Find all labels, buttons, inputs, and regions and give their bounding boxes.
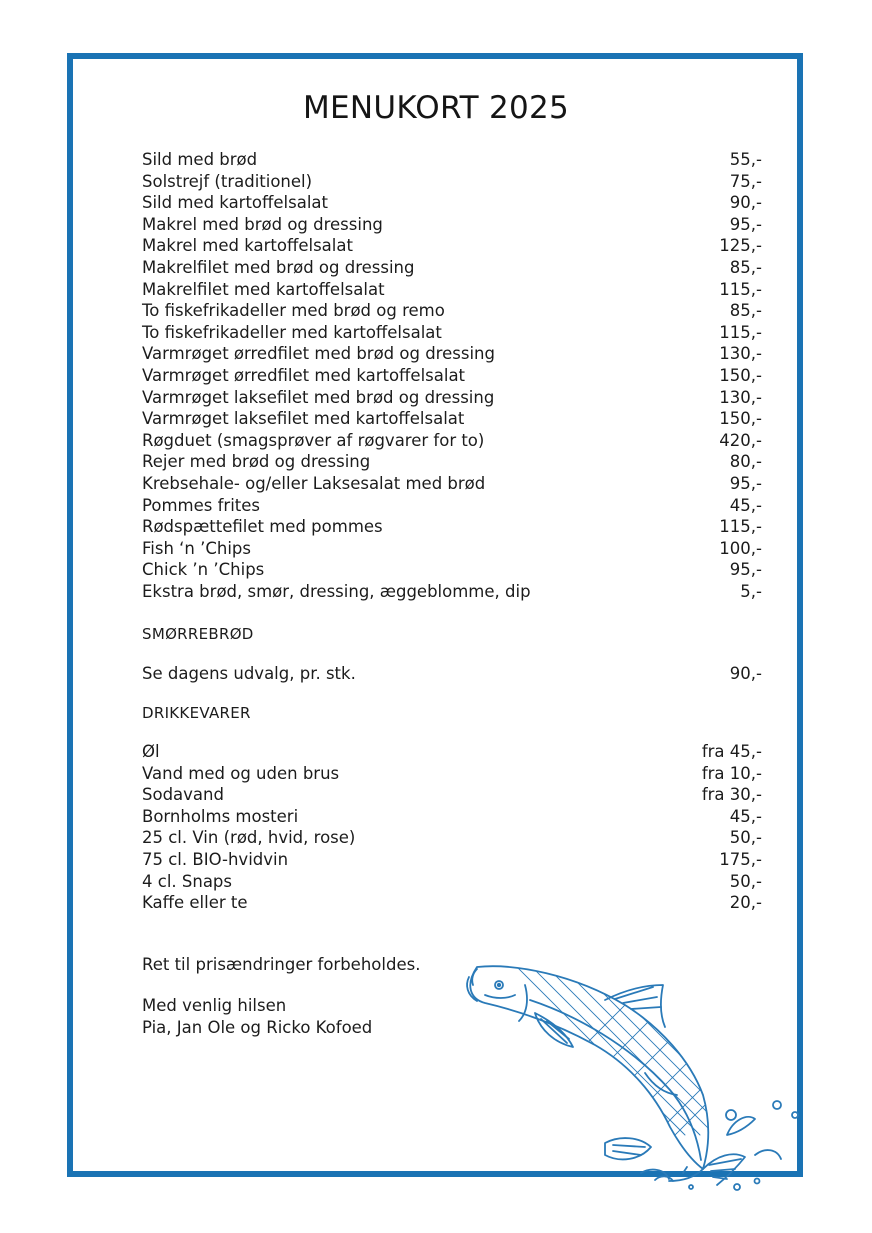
menu-item <box>142 430 762 452</box>
menu-item <box>142 279 762 301</box>
leaping-fish-icon <box>455 955 815 1195</box>
item-price: fra 10,- <box>701 763 762 783</box>
item-price: 80,- <box>729 452 762 472</box>
item-name: Varmrøget ørredfilet med kartoffelsalat <box>142 365 466 385</box>
menu-item <box>142 763 762 785</box>
item-price: 95,- <box>729 560 762 580</box>
item-price: 125,- <box>719 236 762 256</box>
section-heading-smorrebrod: SMØRREBRØD <box>142 625 254 643</box>
item-name: Pommes frites <box>142 495 260 515</box>
item-price: 115,- <box>719 279 762 299</box>
item-name: Rejer med brød og dressing <box>142 452 371 472</box>
item-price: 95,- <box>729 214 762 234</box>
item-name: Fish ‘n ’Chips <box>142 538 251 558</box>
item-price: 175,- <box>719 849 762 869</box>
item-price: 85,- <box>729 257 762 277</box>
item-price: 95,- <box>729 473 762 493</box>
menu-item <box>142 192 762 214</box>
item-name: Makrelfilet med brød og dressing <box>142 257 415 277</box>
menu-item <box>142 784 762 806</box>
item-name: Sodavand <box>142 785 224 805</box>
item-price: fra 45,- <box>701 742 762 761</box>
item-price: 115,- <box>719 517 762 537</box>
menu-item <box>142 171 762 193</box>
item-name: Makrel med brød og dressing <box>142 214 383 234</box>
item-name: 25 cl. Vin (rød, hvid, rose) <box>142 828 356 848</box>
item-price: 420,- <box>719 430 762 450</box>
section-heading-drinks: DRIKKEVARER <box>142 704 251 722</box>
price-disclaimer: Ret til prisændringer forbeholdes. <box>142 955 421 974</box>
item-price: 50,- <box>729 828 762 848</box>
item-name: Chick ’n ’Chips <box>142 560 265 580</box>
menu-item <box>142 149 762 171</box>
menu-item <box>142 741 762 763</box>
item-name: Røgduet (smagsprøver af røgvarer for to) <box>142 430 485 450</box>
item-price: 5,- <box>740 581 762 601</box>
item-price: fra 30,- <box>701 785 762 805</box>
item-price: 20,- <box>729 893 762 913</box>
item-price: 50,- <box>729 871 762 891</box>
item-name: Sild med kartoffelsalat <box>142 193 329 213</box>
item-name: To fiskefrikadeller med brød og remo <box>142 301 445 321</box>
menu-item <box>142 387 762 409</box>
item-name: 75 cl. BIO-hvidvin <box>142 849 289 869</box>
item-price: 85,- <box>729 301 762 321</box>
item-price: 45,- <box>729 806 762 826</box>
item-name: Krebsehale- og/eller Laksesalat med brød <box>142 473 486 493</box>
menu-item <box>142 257 762 279</box>
menu-item <box>142 322 762 344</box>
menu-item <box>142 516 762 538</box>
item-name: Ekstra brød, smør, dressing, æggeblomme, dip <box>142 581 531 601</box>
item-name: Solstrejf (traditionel) <box>142 171 313 191</box>
item-price: 75,- <box>729 171 762 191</box>
menu-item <box>142 849 762 871</box>
menu-item <box>142 827 762 849</box>
menu-item <box>142 214 762 236</box>
item-name: Varmrøget ørredfilet med brød og dressing <box>142 344 495 364</box>
item-price: 90,- <box>729 664 762 683</box>
main-menu-list <box>142 149 762 602</box>
item-name: Vand med og uden brus <box>142 763 340 783</box>
menu-item <box>142 892 762 914</box>
item-name: Kaffe eller te <box>142 893 248 913</box>
menu-item <box>142 365 762 387</box>
item-name: To fiskefrikadeller med kartoffelsalat <box>142 322 442 342</box>
item-name: Se dagens udvalg, pr. stk. <box>142 664 356 683</box>
menu-item <box>142 235 762 257</box>
menu-item <box>142 559 762 581</box>
greeting: Med venlig hilsen <box>142 996 287 1015</box>
smorrebrod-list <box>142 663 762 685</box>
item-name: Varmrøget laksefilet med brød og dressing <box>142 387 495 407</box>
menu-item <box>142 343 762 365</box>
item-price: 130,- <box>719 344 762 364</box>
item-price: 45,- <box>729 495 762 515</box>
signature: Pia, Jan Ole og Ricko Kofoed <box>142 1018 373 1037</box>
item-price: 100,- <box>719 538 762 558</box>
menu-item <box>142 451 762 473</box>
item-price: 55,- <box>729 150 762 169</box>
item-price: 130,- <box>719 387 762 407</box>
item-name: Sild med brød <box>142 150 258 169</box>
menu-item <box>142 408 762 430</box>
menu-item <box>142 871 762 893</box>
menu-item <box>142 538 762 560</box>
item-name: Makrel med kartoffelsalat <box>142 236 353 256</box>
menu-item <box>142 300 762 322</box>
item-name: Øl <box>142 742 160 761</box>
item-name: Bornholms mosteri <box>142 806 299 826</box>
page-title: MENUKORT 2025 <box>302 90 570 126</box>
menu-item <box>142 806 762 828</box>
item-price: 90,- <box>729 193 762 213</box>
menu-item <box>142 495 762 517</box>
item-name: Varmrøget laksefilet med kartoffelsalat <box>142 409 465 429</box>
item-price: 150,- <box>719 365 762 385</box>
menu-item <box>142 473 762 495</box>
item-price: 115,- <box>719 322 762 342</box>
item-name: Rødspættefilet med pommes <box>142 517 383 537</box>
drinks-list <box>142 741 762 914</box>
item-name: Makrelfilet med kartoffelsalat <box>142 279 385 299</box>
item-price: 150,- <box>719 409 762 429</box>
menu-item <box>142 663 762 685</box>
item-name: 4 cl. Snaps <box>142 871 233 891</box>
menu-item <box>142 581 762 603</box>
